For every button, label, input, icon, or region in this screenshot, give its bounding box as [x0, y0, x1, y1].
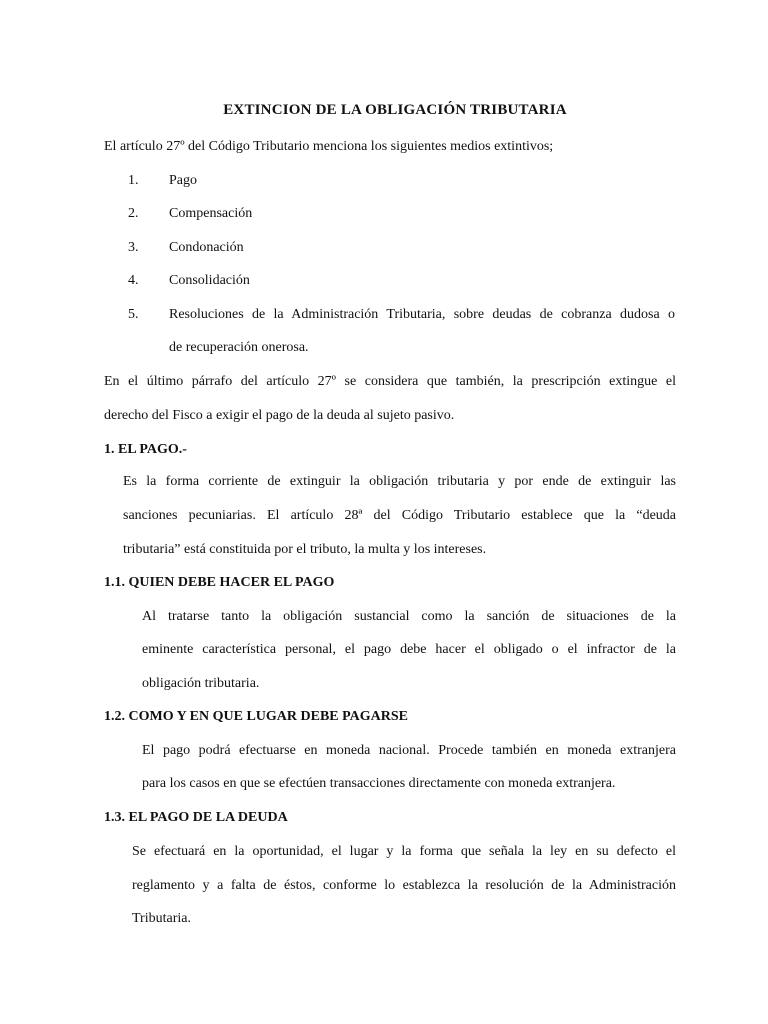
list-item-pago: Pago	[169, 173, 197, 188]
section1-1-line1: Al tratarse tanto la obligación sustancial como la sanción de situaciones de la	[142, 609, 676, 624]
intro-text: El artículo 27º del Código Tributario menciona los siguientes medios extintivos;	[104, 139, 554, 154]
section-heading-quien-debe: 1.1. QUIEN DEBE HACER EL PAGO	[104, 575, 335, 590]
document-title: EXTINCION DE LA OBLIGACIÓN TRIBUTARIA	[223, 102, 567, 118]
section1-line1: Es la forma corriente de extinguir la obligación tributaria y por ende de extinguir las	[123, 474, 676, 489]
section1-1-line3: obligación tributaria.	[142, 676, 260, 691]
list-item-consolidacion: Consolidación	[169, 273, 250, 288]
section1-1-line2: eminente característica personal, el pago debe hacer el obligado o el infractor de la	[142, 642, 676, 657]
section1-3-line1: Se efectuará en la oportunidad, el lugar y la forma que señala la ley en su defecto el	[132, 844, 676, 859]
section1-line2: sanciones pecuniarias. El artículo 28ª del Código Tributario establece que la “deuda	[123, 508, 676, 523]
section-heading-pago-de-la-deuda: 1.3. EL PAGO DE LA DEUDA	[104, 810, 288, 825]
list-number-2: 2.	[128, 206, 139, 221]
list-item-condonacion: Condonación	[169, 240, 244, 255]
list-number-4: 4.	[128, 273, 139, 288]
paragraph-prescripcion-line2: derecho del Fisco a exigir el pago de la deuda al sujeto pasivo.	[104, 408, 455, 423]
section1-3-line2: reglamento y a falta de éstos, conforme lo establezca la resolución de la Administración	[132, 878, 676, 893]
list-item-compensacion: Compensación	[169, 206, 253, 221]
paragraph-prescripcion-line1: En el último párrafo del artículo 27º se considera que también, la prescripción extingue el	[104, 374, 676, 389]
section-heading-el-pago: 1. EL PAGO.-	[104, 442, 187, 457]
list-number-5: 5.	[128, 307, 139, 322]
section-heading-como-y-lugar: 1.2. COMO Y EN QUE LUGAR DEBE PAGARSE	[104, 709, 409, 724]
list-number-1: 1.	[128, 173, 139, 188]
list-number-3: 3.	[128, 240, 139, 255]
section1-2-line2: para los casos en que se efectúen transacciones directamente con moneda extranjera.	[142, 776, 616, 791]
list-item-resoluciones-line1: Resoluciones de la Administración Tributaria, sobre deudas de cobranza dudosa o	[169, 307, 675, 322]
section1-3-line3: Tributaria.	[132, 911, 191, 926]
section1-line3: tributaria” está constituida por el tributo, la multa y los intereses.	[123, 542, 487, 557]
section1-2-line1: El pago podrá efectuarse en moneda nacional. Procede también en moneda extranjera	[142, 743, 676, 758]
list-item-resoluciones-line2: de recuperación onerosa.	[169, 340, 309, 355]
